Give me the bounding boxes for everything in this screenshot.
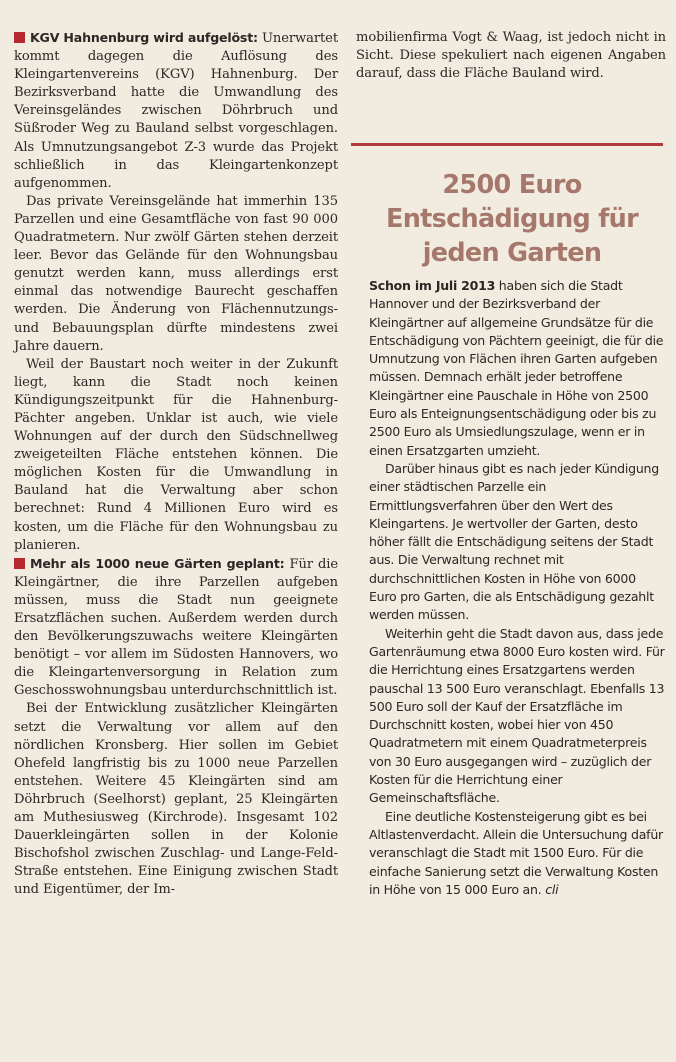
paragraph-text: haben sich die Stadt Hannover und der Bezirksverband der Kleingärtner auf allgemeine Grundsätze für die Entschädigung von Pächtern geeinigt, die für die Umnutzung von Flächen ihren Garten aufgeben müssen. Demnach erhält jeder betroffene Kleingärtner eine Pauschale in Höhe von 2500 Euro als Enteignungsentschädigung oder bis zu 2500 Euro als Umsiedlungszulage, wenn er in einen Ersatzgarten umzieht. <box>369 278 664 458</box>
headline-line: Entschädigung für <box>385 204 639 234</box>
paragraph-vereinsgelaende: Das private Vereinsgelände hat immerhin 135 Parzellen und eine Gesamtfläche von fast 90 000 Quadratmetern. Nur zwölf Gärten stehen derzeit leer. Bevor das Gelände für den Wohnungsbau genutzt werden kann, muss allerdings erst einmal das notwendige Baurecht geschaffen werden. Die Änderung von Flächennutzungs- und Bebauungsplan dürfte mindestens zwei Jahre dauern. <box>14 193 338 354</box>
subhead-neue-gaerten: Mehr als 1000 neue Gärten geplant: <box>30 555 285 571</box>
headline-line: jeden Garten <box>422 238 602 268</box>
sidebar-paragraph-altlasten <box>369 808 667 899</box>
paragraph-text: Eine deutliche Kostensteigerung gibt es bei Altlastenverdacht. Allein die Untersuchung dafür veranschlagt die Stadt mit 1500 Euro. Für die einfache Sanierung setzt die Verwaltung Kosten in Höhe von 15 000 Euro an. <box>369 808 663 897</box>
sidebar-paragraph-kosten: Weiterhin geht die Stadt davon aus, dass jede Gartenräumung etwa 8000 Euro kosten wird. Für die Herrichtung eines Ersatzgartens werden pauschal 13 500 Euro veranschlagt. Ebenfalls 13 500 Euro soll der Kauf der Ersatzfläche im Durchschnitt kosten, wobei hier von 450 Quadratmetern mit einem Quadratmeterpreis von 30 Euro ausgegangen wird – zuzüglich der Kosten für die Herrichtung einer Gemeinschaftsfläche. <box>369 625 665 806</box>
red-square-bullet-icon <box>14 558 25 569</box>
sidebar-paragraph-lead <box>369 277 667 460</box>
section-neue-gaerten-intro <box>14 555 338 701</box>
author-signature: cli <box>545 881 559 897</box>
paragraph-text: Unerwartet kommt dagegen die Auflösung des Kleingartenvereins (KGV) Hahnenburg. Der Bezirksverband hatte die Umwandlung des Vereinsgeländes zwischen Döhrbruch und Süßroder Weg zu Bauland selbst vorgeschlagen. Als Umnutzungsangebot Z-3 wurde das Projekt schließlich in das Kleingartenkonzept aufgenommen. <box>14 31 338 191</box>
lead-in: Schon im Juli 2013 <box>369 278 496 293</box>
subhead-hahnenburg: KGV Hahnenburg wird aufgelöst: <box>30 30 258 45</box>
sidebar-paragraph-ermittlung: Darüber hinaus gibt es nach jeder Kündigung einer städtischen Parzelle ein Ermittlungsverfahren über den Wert des Kleingartens. Je wertvoller der Garten, desto höher fällt die Entschädigung seitens der Stadt aus. Die Verwaltung rechnet mit durchschnittlichen Kosten in Höhe von 6000 Euro pro Garten, die als Entschädigung gezahlt werden müssen. <box>369 460 659 623</box>
paragraph-kronsberg: Bei der Entwicklung zusätzlicher Kleingärten setzt die Verwaltung vor allem auf den nördlichen Kronsberg. Hier sollen im Gebiet Ohefeld langfristig bis zu 1000 neue Parzellen entstehen. Weitere 45 Kleingärten sind am Döhrbruch (Seelhorst) geplant, 25 Kleingärten am Muthesiusweg (Kirchrode). Insgesamt 102 Dauerkleingärten sollen in der Kolonie Bischofshol zwischen Zuschlag- und Lange-Feld-Straße entstehen. Eine Einigung zwischen Stadt und Eigentümer, der Im- <box>14 701 338 898</box>
red-square-bullet-icon <box>14 32 25 43</box>
sidebar-box <box>369 277 667 899</box>
paragraph-continuation: mobilienfirma Vogt & Waag, ist jedoch nicht in Sicht. Diese spekuliert nach eigenen Angaben darauf, dass die Fläche Bauland wird. <box>356 30 666 82</box>
left-column <box>14 29 338 900</box>
section-hahnenburg-intro <box>14 29 338 193</box>
sidebar-divider-rule <box>351 143 663 146</box>
paragraph-baustart: Weil der Baustart noch weiter in der Zukunft liegt, kann die Stadt noch keinen Kündigungszeitpunkt für die Hahnenburg-Pächter angeben. Unklar ist auch, wie viele Wohnungen auf der durch den Südschnellweg zweigeteilten Fläche entstehen können. Die möglichen Kosten für die Umwandlung in Bauland hat die Verwaltung aber schon berechnet: Rund 4 Millionen Euro wird es kosten, um die Fläche für den Wohnungsbau zu planieren. <box>14 356 338 553</box>
paragraph-text: Für die Kleingärtner, die ihre Parzellen aufgeben müssen, muss die Stadt nun geeignete Ersatzflächen suchen. Außerdem werden durch den Bevölkerungszuwachs weitere Kleingärten benötigt – vor allem im Südosten Hannovers, wo die Kleingartenversorgung in Relation zum Geschosswohnungsbau unterdurchschnittlich ist. <box>14 556 339 699</box>
headline-line: 2500 Euro <box>442 170 582 200</box>
right-column <box>356 29 666 83</box>
sidebar-headline <box>356 168 668 270</box>
